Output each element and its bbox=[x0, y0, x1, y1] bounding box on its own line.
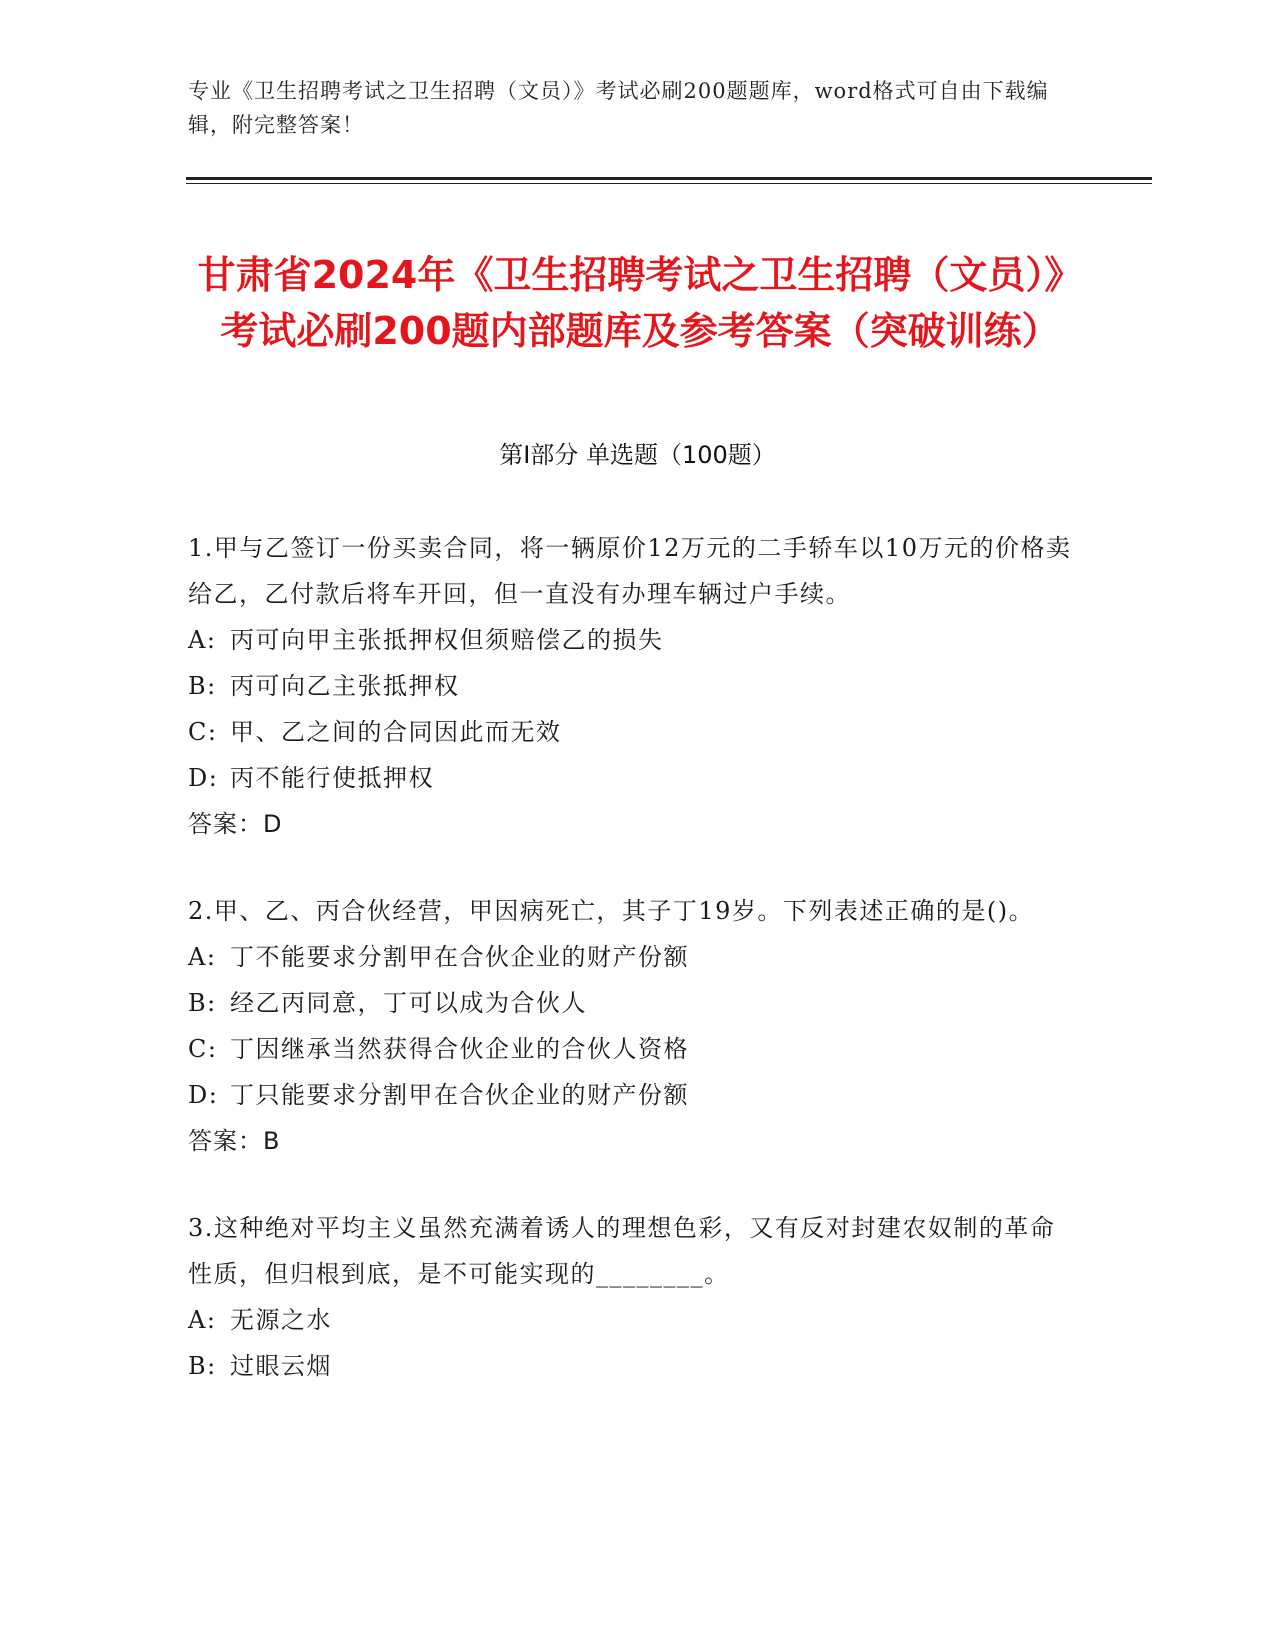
option-b bbox=[188, 980, 1078, 1026]
section-heading: 第Ⅰ部分 单选题（100题） bbox=[499, 441, 776, 469]
option-text: 丙可向乙主张抵押权 bbox=[230, 672, 460, 700]
option-key: D: bbox=[188, 764, 219, 792]
question-1 bbox=[188, 525, 1078, 847]
question-stem: 1.甲与乙签订一份买卖合同，将一辆原价12万元的二手轿车以10万元的价格卖给乙，乙付款后将车开回，但一直没有办理车辆过户手续。 bbox=[188, 534, 1072, 608]
option-key: C: bbox=[188, 1035, 218, 1063]
option-a bbox=[188, 934, 1078, 980]
answer-line: 答案：D bbox=[188, 810, 283, 838]
question-2 bbox=[188, 888, 1078, 1164]
option-d bbox=[188, 755, 1078, 801]
option-b bbox=[188, 663, 1078, 709]
option-key: B: bbox=[188, 672, 217, 700]
header-note: 专业《卫生招聘考试之卫生招聘（文员）》考试必刷200题题库，word格式可自由下载编辑，附完整答案！ bbox=[188, 79, 1049, 137]
option-text: 丁只能要求分割甲在合伙企业的财产份额 bbox=[230, 1081, 689, 1109]
option-key: A: bbox=[188, 1306, 217, 1334]
option-text: 丙不能行使抵押权 bbox=[230, 764, 434, 792]
option-b bbox=[188, 1343, 1078, 1389]
answer-line: 答案：B bbox=[188, 1127, 281, 1155]
option-key: A: bbox=[188, 943, 217, 971]
header-rule-thin bbox=[186, 183, 1152, 184]
option-text: 甲、乙之间的合同因此而无效 bbox=[230, 718, 562, 746]
option-text: 过眼云烟 bbox=[230, 1352, 332, 1380]
option-d bbox=[188, 1072, 1078, 1118]
question-list bbox=[188, 525, 1078, 1430]
option-list bbox=[188, 1297, 1078, 1389]
document-title: 甘肃省2024年《卫生招聘考试之卫生招聘（文员）》考试必刷200题内部题库及参考答案（突破训练） bbox=[197, 253, 1083, 354]
option-text: 丁不能要求分割甲在合伙企业的财产份额 bbox=[230, 943, 689, 971]
question-stem: 2.甲、乙、丙合伙经营，甲因病死亡，其子丁19岁。下列表述正确的是()。 bbox=[188, 897, 1035, 925]
option-key: B: bbox=[188, 1352, 217, 1380]
option-key: C: bbox=[188, 718, 218, 746]
option-text: 经乙丙同意，丁可以成为合伙人 bbox=[230, 989, 587, 1017]
option-list bbox=[188, 617, 1078, 801]
question-3 bbox=[188, 1205, 1078, 1389]
option-text: 丁因继承当然获得合伙企业的合伙人资格 bbox=[230, 1035, 689, 1063]
option-a bbox=[188, 617, 1078, 663]
option-key: A: bbox=[188, 626, 217, 654]
option-list bbox=[188, 934, 1078, 1118]
option-c bbox=[188, 1026, 1078, 1072]
option-text: 无源之水 bbox=[230, 1306, 332, 1334]
option-key: D: bbox=[188, 1081, 219, 1109]
option-text: 丙可向甲主张抵押权但须赔偿乙的损失 bbox=[230, 626, 664, 654]
option-c bbox=[188, 709, 1078, 755]
option-key: B: bbox=[188, 989, 217, 1017]
option-a bbox=[188, 1297, 1078, 1343]
header-rule-thick bbox=[186, 177, 1152, 180]
question-stem: 3.这种绝对平均主义虽然充满着诱人的理想色彩，又有反对封建农奴制的革命性质，但归根到底，是不可能实现的________。 bbox=[188, 1214, 1056, 1288]
